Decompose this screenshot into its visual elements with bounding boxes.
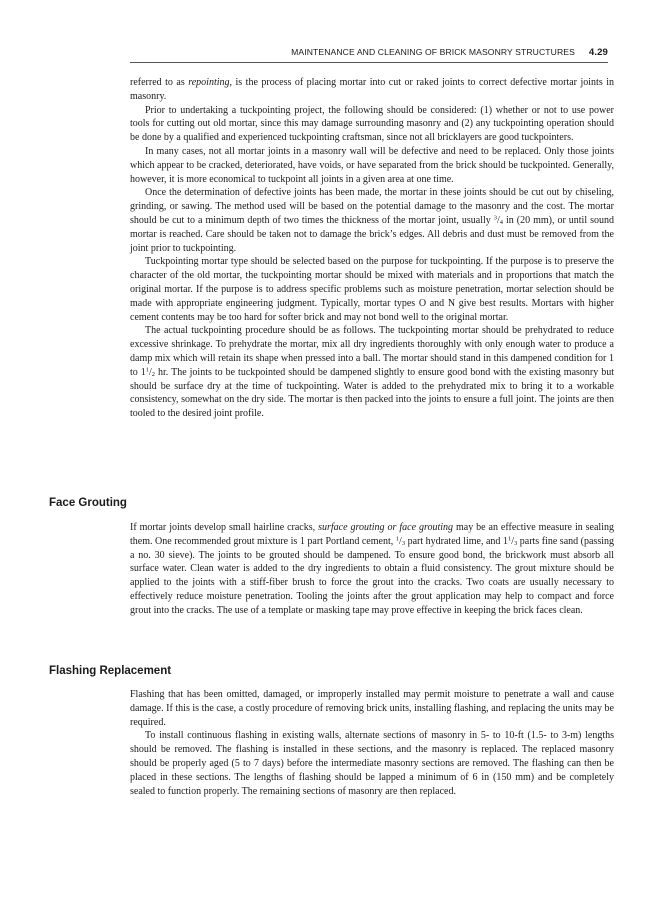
paragraph: In many cases, not all mortar joints in a masonry wall will be defective and need to be replaced. Only those joints which appear to be cracked, deteriorated, have voids, or have separated from the brick should be tuckpointed. Generally, however, it is more economical to tuckpoint all joints in a given area at one time. (130, 145, 614, 185)
heading-flashing-replacement: Flashing Replacement (49, 665, 172, 677)
running-title: MAINTENANCE AND CLEANING OF BRICK MASONRY STRUCTURES (291, 47, 575, 57)
term-repointing: repointing, (188, 77, 233, 88)
paragraph: If mortar joints develop small hairline cracks, surface grouting or face grouting may be an effective measure in sealing them. One recommended grout mixture is 1 part Portland cement, $^1/_3$ part hydrated lime, and $1^1/_3$ parts fine sand (passing a no. 30 sieve). The joints to be grouted should be dampened. To ensure good bond, the brickwork must absorb all surface water. Clean water is added to the dry ingredients to obtain a fluid consistency. The grout mixture should be applied to the joints with a stiff-fiber brush to force the grout into the cracks. Two coats are usually necessary to effectively reduce moisture penetration. Tooling the joints after the grout application may help to compact and force grout into the cracks. The use of a template or masking tape may prove effective in keeping the brick faces clean. (130, 522, 614, 616)
intro-section (130, 76, 614, 421)
paragraph: referred to as repointing, is the process of placing mortar into cut or raked joints to correct defective mortar joints in masonry. (130, 77, 614, 102)
paragraph: Once the determination of defective joints has been made, the mortar in these joints should be cut out by chiseling, grinding, or sawing. The method used will be based on the potential damage to the masonry and the cost. The mortar should be cut to a minimum depth of two times the thickness of the mortar joint, usually $^3/_4$ in (20 mm), or until sound mortar is reached. Care should be taken not to damage the brick’s edges. All debris and dust must be removed from the joint prior to tuckpointing. (130, 187, 614, 254)
paragraph: To install continuous flashing in existing walls, alternate sections of masonry in 5- to 10-ft (1.5- to 3-m) lengths should be removed. The flashing is installed in these sections, and the masonry is replaced. The replaced masonry should be properly aged (5 to 7 days) before the intermediate masonry sections are removed. The flashing can then be placed in these sections. The lengths of flashing should be lapped a minimum of 6 in (150 mm) and be completely sealed to function properly. The remaining sections of masonry are then replaced. (130, 730, 614, 797)
flashing-replacement-section (130, 688, 614, 798)
page-number: 4.29 (588, 47, 608, 58)
heading-face-grouting: Face Grouting (49, 497, 127, 509)
paragraph: Tuckpointing mortar type should be selected based on the purpose for tuckpointing. If the purpose is to preserve the character of the old mortar, the tuckpointing mortar should be mixed with materials and in proportions that match the original mortar. If the purpose is to address specific problems such as moisture penetration, mortar selection should be made with appropriate engineering judgment. Typically, mortar types O and N give best results. Mortars with higher cement contents may be too hard for softer brick and may not bond well to the original mortar. (130, 256, 614, 323)
page-header (130, 46, 608, 63)
paragraph: Prior to undertaking a tuckpointing project, the following should be considered: (1) whether or not to use power tools for cutting out old mortar, since this may damage surrounding masonry and (2) any tuckpointing operation should be done by a qualified and experienced tuckpointing craftsman, since not all bricklayers are good tuckpointers. (130, 104, 614, 144)
paragraph: The actual tuckpointing procedure should be as follows. The tuckpointing mortar should be prehydrated to reduce excessive shrinkage. To prehydrate the mortar, mix all dry ingredients thoroughly with only enough water to produce a damp mix which will retain its shape when pressed into a ball. The mortar should stand in this dampened condition for 1 to $1^1/_2$ hr. The joints to be tuckpointed should be dampened slightly to ensure good bond with the existing masonry but should be surface dry at the time of tuckpointing. Water is added to the prehydrated mix to bring it to a workable consistency, somewhat on the dry side. The mortar is then packed into the joints to ensure a full joint. The joints are then tooled to the desired joint profile. (130, 325, 614, 420)
paragraph: Flashing that has been omitted, damaged, or improperly installed may permit moisture to penetrate a wall and cause damage. If this is the case, a costly procedure of removing brick units, installing flashing, and replacing the units may be required. (130, 689, 614, 728)
face-grouting-section (130, 521, 614, 618)
